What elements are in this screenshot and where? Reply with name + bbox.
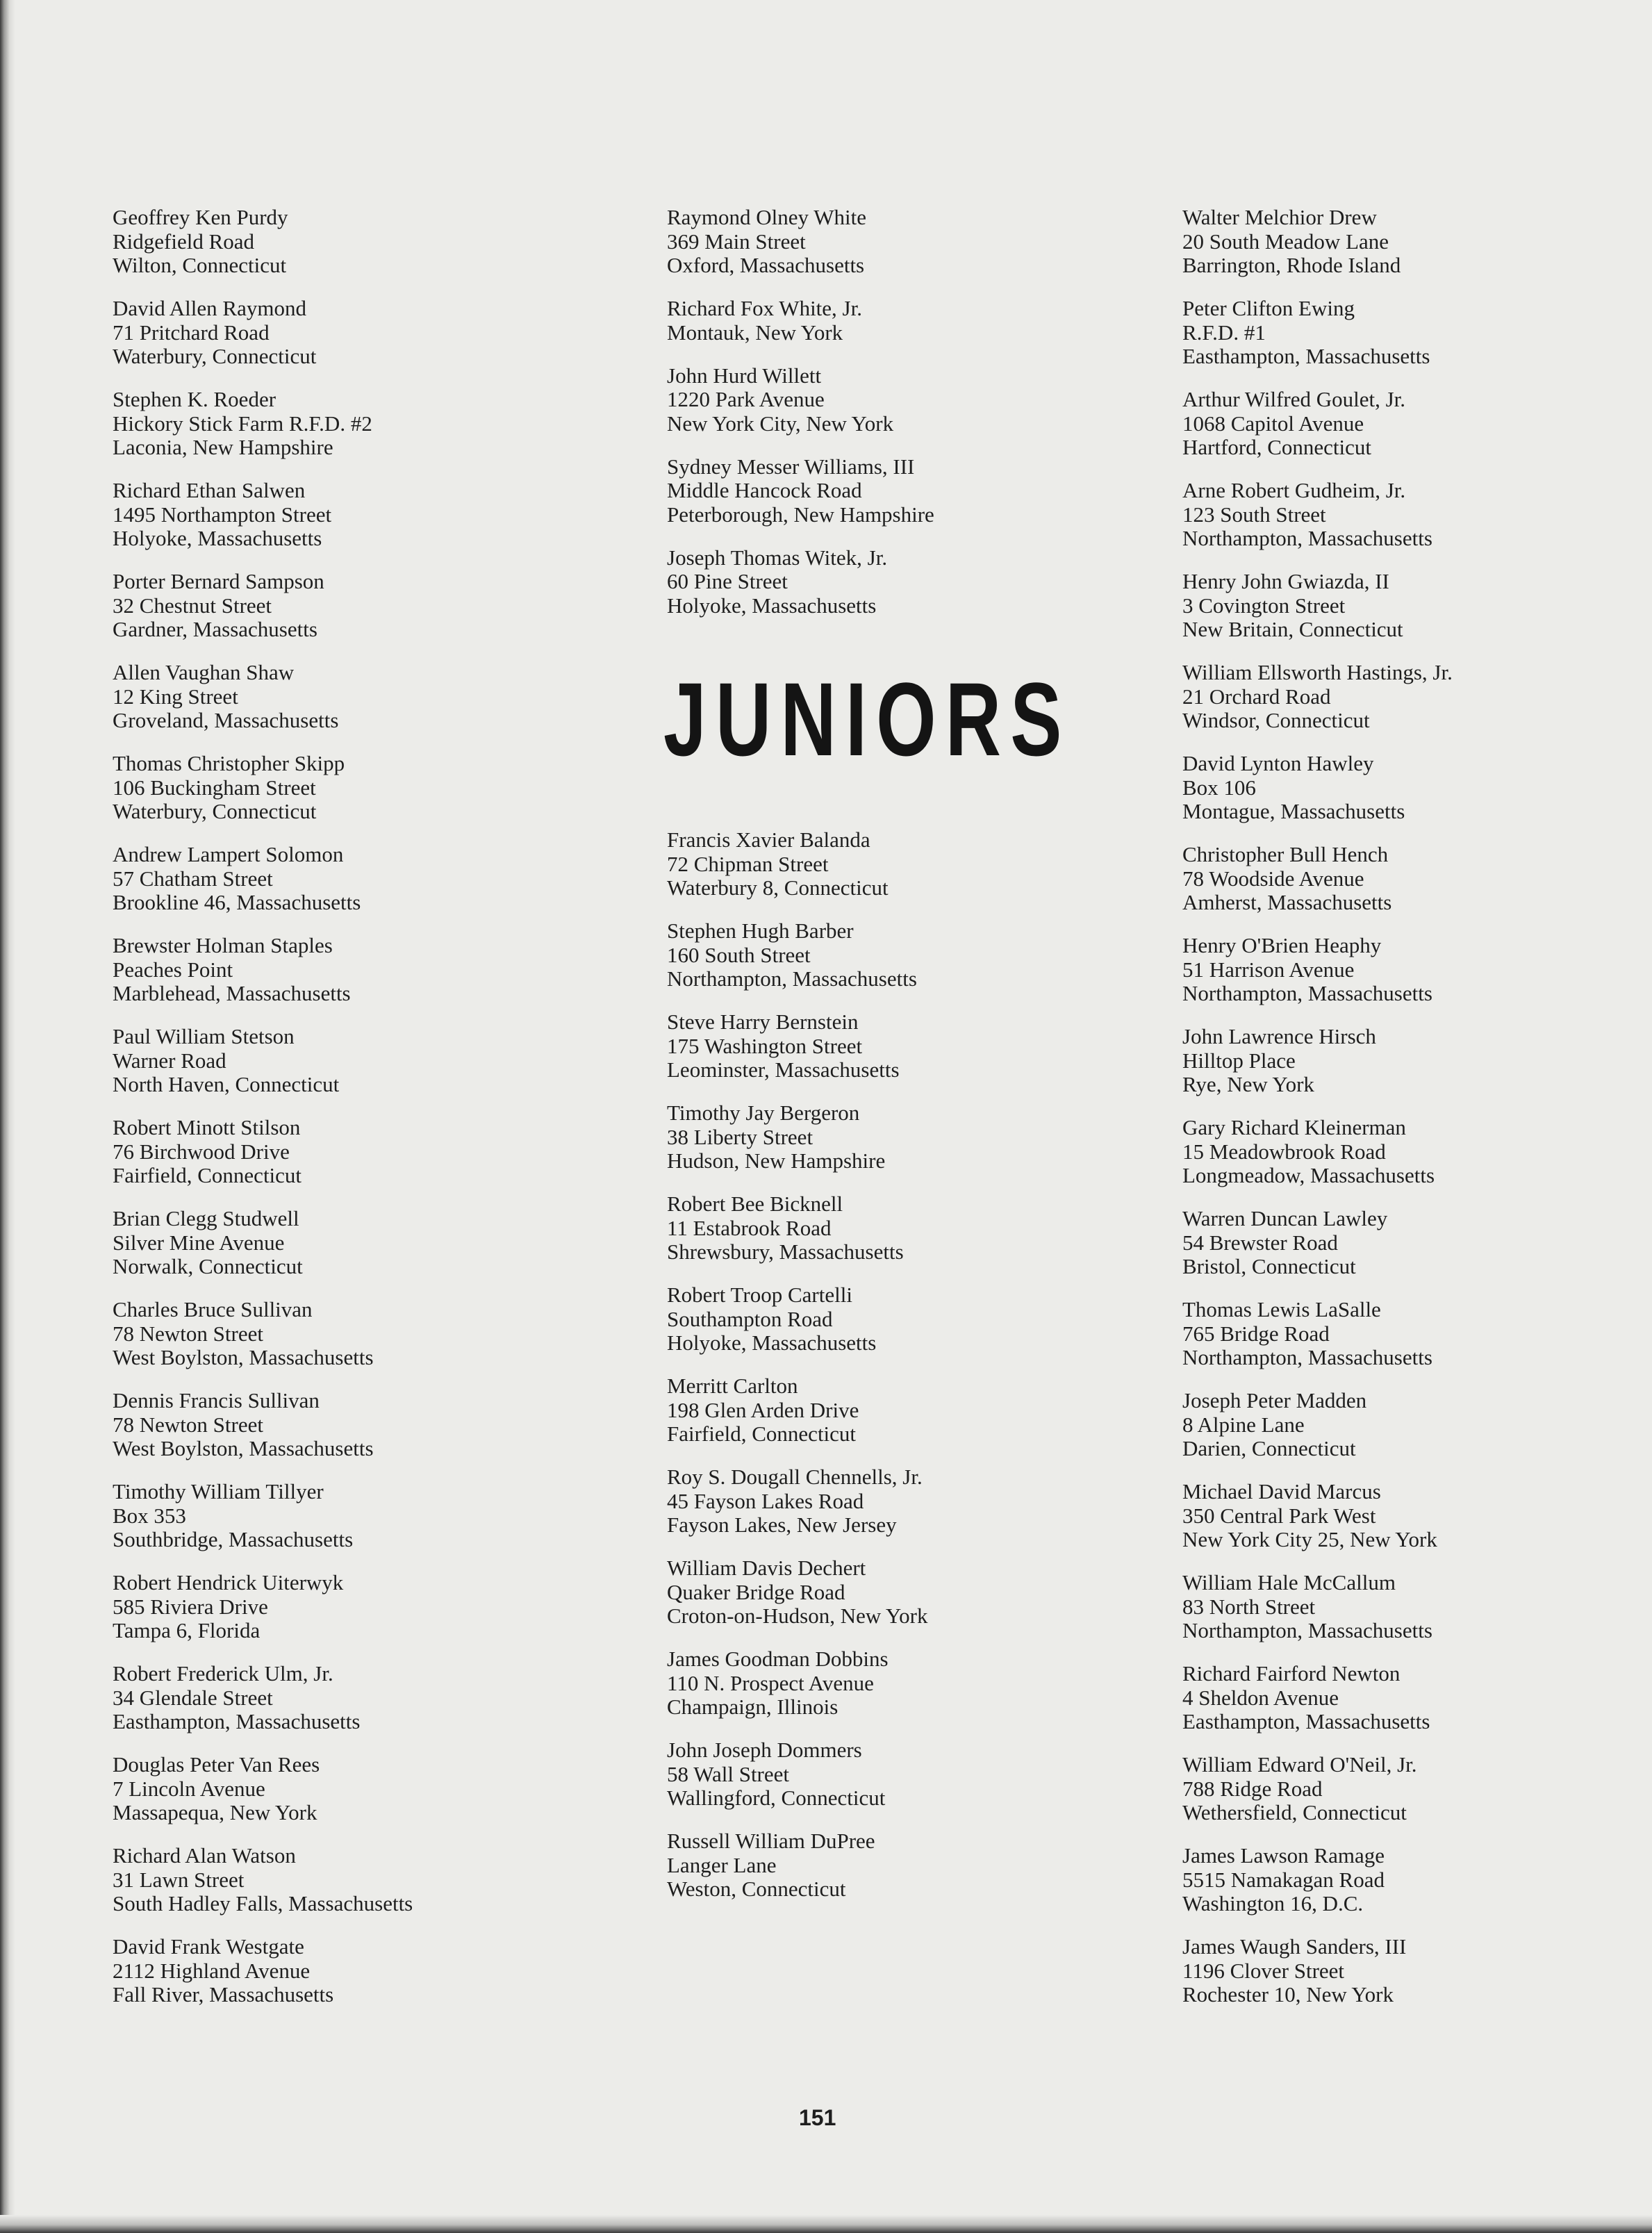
student-name: William Davis Dechert bbox=[667, 1556, 866, 1580]
student-name: Merritt Carlton bbox=[667, 1374, 798, 1398]
roster-entry bbox=[1182, 1025, 1599, 1097]
city-state-line: Massapequa, New York bbox=[113, 1800, 317, 1824]
roster-entry bbox=[1182, 1753, 1599, 1825]
roster-entry bbox=[667, 546, 1056, 618]
student-name: Charles Bruce Sullivan bbox=[113, 1297, 313, 1321]
city-state-line: Fayson Lakes, New Jersey bbox=[667, 1513, 897, 1537]
address-line: 78 Newton Street bbox=[113, 1321, 263, 1346]
student-name: Raymond Olney White bbox=[667, 205, 866, 229]
address-line: 51 Harrison Avenue bbox=[1182, 957, 1355, 982]
roster-entry bbox=[113, 479, 502, 551]
page-binding-edge bbox=[0, 0, 15, 2233]
city-state-line: Holyoke, Massachusetts bbox=[667, 1330, 877, 1355]
city-state-line: Northampton, Massachusetts bbox=[1182, 1618, 1432, 1642]
roster-entry bbox=[1182, 388, 1599, 460]
roster-entry bbox=[113, 1480, 502, 1552]
student-name: Brewster Holman Staples bbox=[113, 933, 333, 957]
roster-entry bbox=[113, 752, 502, 824]
roster-entry bbox=[1182, 1571, 1599, 1643]
city-state-line: Hartford, Connecticut bbox=[1182, 435, 1372, 459]
roster-entry bbox=[1182, 1844, 1599, 1916]
student-name: Dennis Francis Sullivan bbox=[113, 1388, 320, 1412]
city-state-line: Fairfield, Connecticut bbox=[113, 1163, 302, 1187]
student-name: Joseph Thomas Witek, Jr. bbox=[667, 545, 888, 570]
student-name: Allen Vaughan Shaw bbox=[113, 660, 295, 684]
city-state-line: Brookline 46, Massachusetts bbox=[113, 890, 361, 914]
city-state-line: Washington 16, D.C. bbox=[1182, 1891, 1364, 1915]
roster-entry bbox=[667, 1192, 1056, 1264]
student-name: Henry O'Brien Heaphy bbox=[1182, 933, 1382, 957]
city-state-line: Peterborough, New Hampshire bbox=[667, 502, 934, 527]
address-line: 32 Chestnut Street bbox=[113, 593, 272, 618]
student-name: Steve Harry Bernstein bbox=[667, 1010, 859, 1034]
roster-entry bbox=[113, 1753, 502, 1825]
address-line: Warner Road bbox=[113, 1048, 226, 1073]
address-line: 60 Pine Street bbox=[667, 569, 788, 593]
address-line: 21 Orchard Road bbox=[1182, 684, 1331, 709]
address-line: 160 South Street bbox=[667, 942, 811, 967]
roster-entry bbox=[113, 661, 502, 733]
city-state-line: Leominster, Massachusetts bbox=[667, 1057, 900, 1082]
student-name: Brian Clegg Studwell bbox=[113, 1206, 299, 1230]
city-state-line: New Britain, Connecticut bbox=[1182, 617, 1403, 641]
roster-entry bbox=[113, 388, 502, 460]
city-state-line: Montague, Massachusetts bbox=[1182, 799, 1405, 823]
city-state-line: Rochester 10, New York bbox=[1182, 1982, 1394, 2007]
address-line: Ridgefield Road bbox=[113, 229, 255, 254]
roster-entry bbox=[667, 364, 1056, 436]
address-line: 76 Birchwood Drive bbox=[113, 1139, 290, 1164]
roster-entry bbox=[667, 919, 1056, 991]
city-state-line: Northampton, Massachusetts bbox=[1182, 981, 1432, 1005]
city-state-line: Gardner, Massachusetts bbox=[113, 617, 317, 641]
city-state-line: Rye, New York bbox=[1182, 1072, 1314, 1096]
student-name: Gary Richard Kleinerman bbox=[1182, 1115, 1406, 1139]
roster-entry bbox=[1182, 1298, 1599, 1370]
address-line: Middle Hancock Road bbox=[667, 478, 862, 502]
address-line: Box 353 bbox=[113, 1503, 186, 1528]
student-name: Michael David Marcus bbox=[1182, 1479, 1381, 1503]
address-line: Quaker Bridge Road bbox=[667, 1579, 845, 1604]
city-state-line: Waterbury, Connecticut bbox=[113, 799, 317, 823]
city-state-line: Laconia, New Hampshire bbox=[113, 435, 333, 459]
address-line: 45 Fayson Lakes Road bbox=[667, 1488, 864, 1513]
address-line: 15 Meadowbrook Road bbox=[1182, 1139, 1386, 1164]
roster-entry bbox=[113, 1662, 502, 1734]
address-line: R.F.D. #1 bbox=[1182, 320, 1266, 345]
student-name: Richard Alan Watson bbox=[113, 1843, 296, 1868]
student-name: Peter Clifton Ewing bbox=[1182, 296, 1355, 320]
student-name: Thomas Christopher Skipp bbox=[113, 751, 345, 775]
roster-entry bbox=[1182, 297, 1599, 369]
student-name: John Lawrence Hirsch bbox=[1182, 1024, 1376, 1048]
student-name: Robert Minott Stilson bbox=[113, 1115, 301, 1139]
address-line: 5515 Namakagan Road bbox=[1182, 1867, 1385, 1892]
student-name: Richard Fox White, Jr. bbox=[667, 296, 862, 320]
city-state-line: Northampton, Massachusetts bbox=[1182, 1345, 1432, 1369]
roster-entry bbox=[667, 1010, 1056, 1082]
address-line: 54 Brewster Road bbox=[1182, 1230, 1338, 1255]
roster-entry bbox=[113, 1207, 502, 1279]
city-state-line: Groveland, Massachusetts bbox=[113, 708, 339, 732]
address-line: Silver Mine Avenue bbox=[113, 1230, 285, 1255]
address-line: 78 Newton Street bbox=[113, 1412, 263, 1437]
address-line: 83 North Street bbox=[1182, 1594, 1316, 1619]
address-line: 4 Sheldon Avenue bbox=[1182, 1685, 1339, 1710]
address-line: 788 Ridge Road bbox=[1182, 1776, 1323, 1801]
city-state-line: Easthampton, Massachusetts bbox=[1182, 344, 1430, 368]
student-name: Francis Xavier Balanda bbox=[667, 827, 870, 852]
student-name: Douglas Peter Van Rees bbox=[113, 1752, 320, 1777]
city-state-line: Fairfield, Connecticut bbox=[667, 1422, 857, 1446]
roster-entry bbox=[667, 1101, 1056, 1173]
city-state-line: Marblehead, Massachusetts bbox=[113, 981, 351, 1005]
city-state-line: Waterbury 8, Connecticut bbox=[667, 875, 889, 900]
roster-entry bbox=[113, 1571, 502, 1643]
city-state-line: Amherst, Massachusetts bbox=[1182, 890, 1392, 914]
address-line: Hickory Stick Farm R.F.D. #2 bbox=[113, 411, 372, 436]
roster-entry bbox=[1182, 1207, 1599, 1279]
city-state-line: New York City 25, New York bbox=[1182, 1527, 1437, 1551]
city-state-line: Bristol, Connecticut bbox=[1182, 1254, 1356, 1278]
address-line: 11 Estabrook Road bbox=[667, 1215, 832, 1240]
address-line: 7 Lincoln Avenue bbox=[113, 1776, 265, 1801]
city-state-line: West Boylston, Massachusetts bbox=[113, 1436, 374, 1460]
address-line: 369 Main Street bbox=[667, 229, 806, 254]
roster-entry bbox=[1182, 1935, 1599, 2007]
roster-entry bbox=[667, 1647, 1056, 1720]
roster-entry bbox=[113, 1389, 502, 1461]
address-line: 1495 Northampton Street bbox=[113, 502, 332, 527]
city-state-line: Fall River, Massachusetts bbox=[113, 1982, 334, 2007]
city-state-line: Wethersfield, Connecticut bbox=[1182, 1800, 1407, 1824]
address-line: Southampton Road bbox=[667, 1306, 833, 1331]
city-state-line: Hudson, New Hampshire bbox=[667, 1148, 886, 1173]
address-line: 57 Chatham Street bbox=[113, 866, 273, 891]
student-name: Robert Hendrick Uiterwyk bbox=[113, 1570, 344, 1595]
address-line: 1068 Capitol Avenue bbox=[1182, 411, 1364, 436]
city-state-line: Norwalk, Connecticut bbox=[113, 1254, 303, 1278]
city-state-line: Easthampton, Massachusetts bbox=[1182, 1709, 1430, 1733]
roster-entry bbox=[667, 1283, 1056, 1356]
roster-entry bbox=[667, 1465, 1056, 1538]
address-line: 12 King Street bbox=[113, 684, 238, 709]
address-line: 58 Wall Street bbox=[667, 1761, 790, 1786]
address-line: 1220 Park Avenue bbox=[667, 387, 825, 411]
student-name: James Lawson Ramage bbox=[1182, 1843, 1385, 1868]
student-name: David Frank Westgate bbox=[113, 1934, 304, 1959]
roster-entry bbox=[667, 1738, 1056, 1811]
city-state-line: Wilton, Connecticut bbox=[113, 253, 287, 277]
address-line: Peaches Point bbox=[113, 957, 233, 982]
city-state-line: South Hadley Falls, Massachusetts bbox=[113, 1891, 413, 1915]
student-name: Porter Bernard Sampson bbox=[113, 569, 324, 593]
address-line: Hilltop Place bbox=[1182, 1048, 1296, 1073]
roster-entry bbox=[113, 934, 502, 1006]
roster-entry bbox=[667, 1374, 1056, 1447]
address-line: 1196 Clover Street bbox=[1182, 1958, 1345, 1983]
address-line: 198 Glen Arden Drive bbox=[667, 1397, 859, 1422]
city-state-line: Darien, Connecticut bbox=[1182, 1436, 1356, 1460]
address-line: 72 Chipman Street bbox=[667, 851, 829, 876]
roster-column-1 bbox=[113, 206, 502, 2026]
student-name: Andrew Lampert Solomon bbox=[113, 842, 344, 866]
roster-entry bbox=[667, 828, 1056, 900]
address-line: 78 Woodside Avenue bbox=[1182, 866, 1364, 891]
roster-entry bbox=[113, 1116, 502, 1188]
roster-entry bbox=[1182, 206, 1599, 278]
page-number: 151 bbox=[799, 2105, 836, 2130]
roster-entry bbox=[1182, 1662, 1599, 1734]
student-name: John Hurd Willett bbox=[667, 363, 822, 388]
student-name: Sydney Messer Williams, III bbox=[667, 454, 915, 479]
roster-column-2-top bbox=[667, 206, 1056, 637]
address-line: Box 106 bbox=[1182, 775, 1256, 800]
student-name: William Hale McCallum bbox=[1182, 1570, 1396, 1595]
address-line: 38 Liberty Street bbox=[667, 1124, 813, 1149]
roster-entry bbox=[1182, 479, 1599, 551]
roster-entry bbox=[113, 1935, 502, 2007]
student-name: Timothy Jay Bergeron bbox=[667, 1101, 860, 1125]
section-heading: JUNIORS bbox=[663, 661, 1071, 777]
address-line: Montauk, New York bbox=[667, 320, 843, 345]
student-name: Robert Troop Cartelli bbox=[667, 1283, 852, 1307]
student-name: Robert Frederick Ulm, Jr. bbox=[113, 1661, 333, 1686]
city-state-line: West Boylston, Massachusetts bbox=[113, 1345, 374, 1369]
address-line: Langer Lane bbox=[667, 1852, 777, 1877]
roster-entry bbox=[113, 1298, 502, 1370]
city-state-line: New York City, New York bbox=[667, 411, 894, 436]
roster-entry bbox=[1182, 661, 1599, 733]
address-line: 3 Covington Street bbox=[1182, 593, 1346, 618]
roster-entry bbox=[1182, 570, 1599, 642]
address-line: 765 Bridge Road bbox=[1182, 1321, 1330, 1346]
city-state-line: Oxford, Massachusetts bbox=[667, 253, 865, 277]
city-state-line: Southbridge, Massachusetts bbox=[113, 1527, 354, 1551]
address-line: 8 Alpine Lane bbox=[1182, 1412, 1305, 1437]
roster-entry bbox=[113, 297, 502, 369]
roster-entry bbox=[667, 1829, 1056, 1902]
student-name: Richard Fairford Newton bbox=[1182, 1661, 1401, 1686]
student-name: Henry John Gwiazda, II bbox=[1182, 569, 1389, 593]
roster-column-3 bbox=[1182, 206, 1599, 2026]
student-name: Stephen Hugh Barber bbox=[667, 918, 854, 943]
student-name: Joseph Peter Madden bbox=[1182, 1388, 1367, 1412]
roster-entry bbox=[1182, 1480, 1599, 1552]
city-state-line: Waterbury, Connecticut bbox=[113, 344, 317, 368]
roster-entry bbox=[113, 1025, 502, 1097]
address-line: 110 N. Prospect Avenue bbox=[667, 1670, 874, 1695]
address-line: 585 Riviera Drive bbox=[113, 1594, 268, 1619]
city-state-line: Weston, Connecticut bbox=[667, 1877, 846, 1901]
city-state-line: Barrington, Rhode Island bbox=[1182, 253, 1401, 277]
student-name: Warren Duncan Lawley bbox=[1182, 1206, 1388, 1230]
city-state-line: Northampton, Massachusetts bbox=[667, 966, 917, 991]
roster-column-2-bottom bbox=[667, 828, 1056, 1920]
page-bottom-edge bbox=[0, 2215, 1652, 2233]
student-name: John Joseph Dommers bbox=[667, 1738, 862, 1762]
address-line: 20 South Meadow Lane bbox=[1182, 229, 1389, 254]
student-name: James Goodman Dobbins bbox=[667, 1647, 889, 1671]
roster-entry bbox=[1182, 752, 1599, 824]
student-name: Russell William DuPree bbox=[667, 1829, 875, 1853]
city-state-line: Northampton, Massachusetts bbox=[1182, 526, 1432, 550]
student-name: David Lynton Hawley bbox=[1182, 751, 1374, 775]
address-line: 2112 Highland Avenue bbox=[113, 1958, 311, 1983]
city-state-line: Champaign, Illinois bbox=[667, 1695, 839, 1719]
roster-entry bbox=[1182, 843, 1599, 915]
address-line: 31 Lawn Street bbox=[113, 1867, 245, 1892]
student-name: Arne Robert Gudheim, Jr. bbox=[1182, 478, 1406, 502]
student-name: David Allen Raymond bbox=[113, 296, 306, 320]
student-name: Christopher Bull Hench bbox=[1182, 842, 1389, 866]
roster-entry bbox=[1182, 1116, 1599, 1188]
student-name: William Ellsworth Hastings, Jr. bbox=[1182, 660, 1453, 684]
roster-entry bbox=[667, 206, 1056, 278]
city-state-line: Holyoke, Massachusetts bbox=[667, 593, 877, 618]
student-name: William Edward O'Neil, Jr. bbox=[1182, 1752, 1417, 1777]
student-name: Timothy William Tillyer bbox=[113, 1479, 324, 1503]
roster-entry bbox=[113, 1844, 502, 1916]
student-name: James Waugh Sanders, III bbox=[1182, 1934, 1407, 1959]
roster-entry bbox=[113, 843, 502, 915]
address-line: 123 South Street bbox=[1182, 502, 1326, 527]
city-state-line: Longmeadow, Massachusetts bbox=[1182, 1163, 1435, 1187]
roster-entry bbox=[113, 206, 502, 278]
roster-entry bbox=[667, 297, 1056, 345]
city-state-line: Croton-on-Hudson, New York bbox=[667, 1604, 928, 1628]
address-line: 175 Washington Street bbox=[667, 1033, 863, 1058]
roster-entry bbox=[113, 570, 502, 642]
student-name: Richard Ethan Salwen bbox=[113, 478, 306, 502]
student-name: Arthur Wilfred Goulet, Jr. bbox=[1182, 387, 1406, 411]
city-state-line: Windsor, Connecticut bbox=[1182, 708, 1370, 732]
student-name: Robert Bee Bicknell bbox=[667, 1192, 843, 1216]
roster-entry bbox=[667, 455, 1056, 527]
address-line: 106 Buckingham Street bbox=[113, 775, 316, 800]
address-line: 71 Pritchard Road bbox=[113, 320, 270, 345]
roster-entry bbox=[1182, 1389, 1599, 1461]
student-name: Roy S. Dougall Chennells, Jr. bbox=[667, 1465, 923, 1489]
roster-entry bbox=[667, 1556, 1056, 1629]
student-name: Stephen K. Roeder bbox=[113, 387, 276, 411]
city-state-line: Holyoke, Massachusetts bbox=[113, 526, 322, 550]
address-line: 34 Glendale Street bbox=[113, 1685, 273, 1710]
city-state-line: Shrewsbury, Massachusetts bbox=[667, 1239, 904, 1264]
city-state-line: North Haven, Connecticut bbox=[113, 1072, 340, 1096]
address-line: 350 Central Park West bbox=[1182, 1503, 1376, 1528]
student-name: Walter Melchior Drew bbox=[1182, 205, 1377, 229]
roster-entry bbox=[1182, 934, 1599, 1006]
city-state-line: Tampa 6, Florida bbox=[113, 1618, 261, 1642]
city-state-line: Wallingford, Connecticut bbox=[667, 1786, 886, 1810]
student-name: Geoffrey Ken Purdy bbox=[113, 205, 288, 229]
student-name: Paul William Stetson bbox=[113, 1024, 295, 1048]
city-state-line: Easthampton, Massachusetts bbox=[113, 1709, 361, 1733]
student-name: Thomas Lewis LaSalle bbox=[1182, 1297, 1381, 1321]
